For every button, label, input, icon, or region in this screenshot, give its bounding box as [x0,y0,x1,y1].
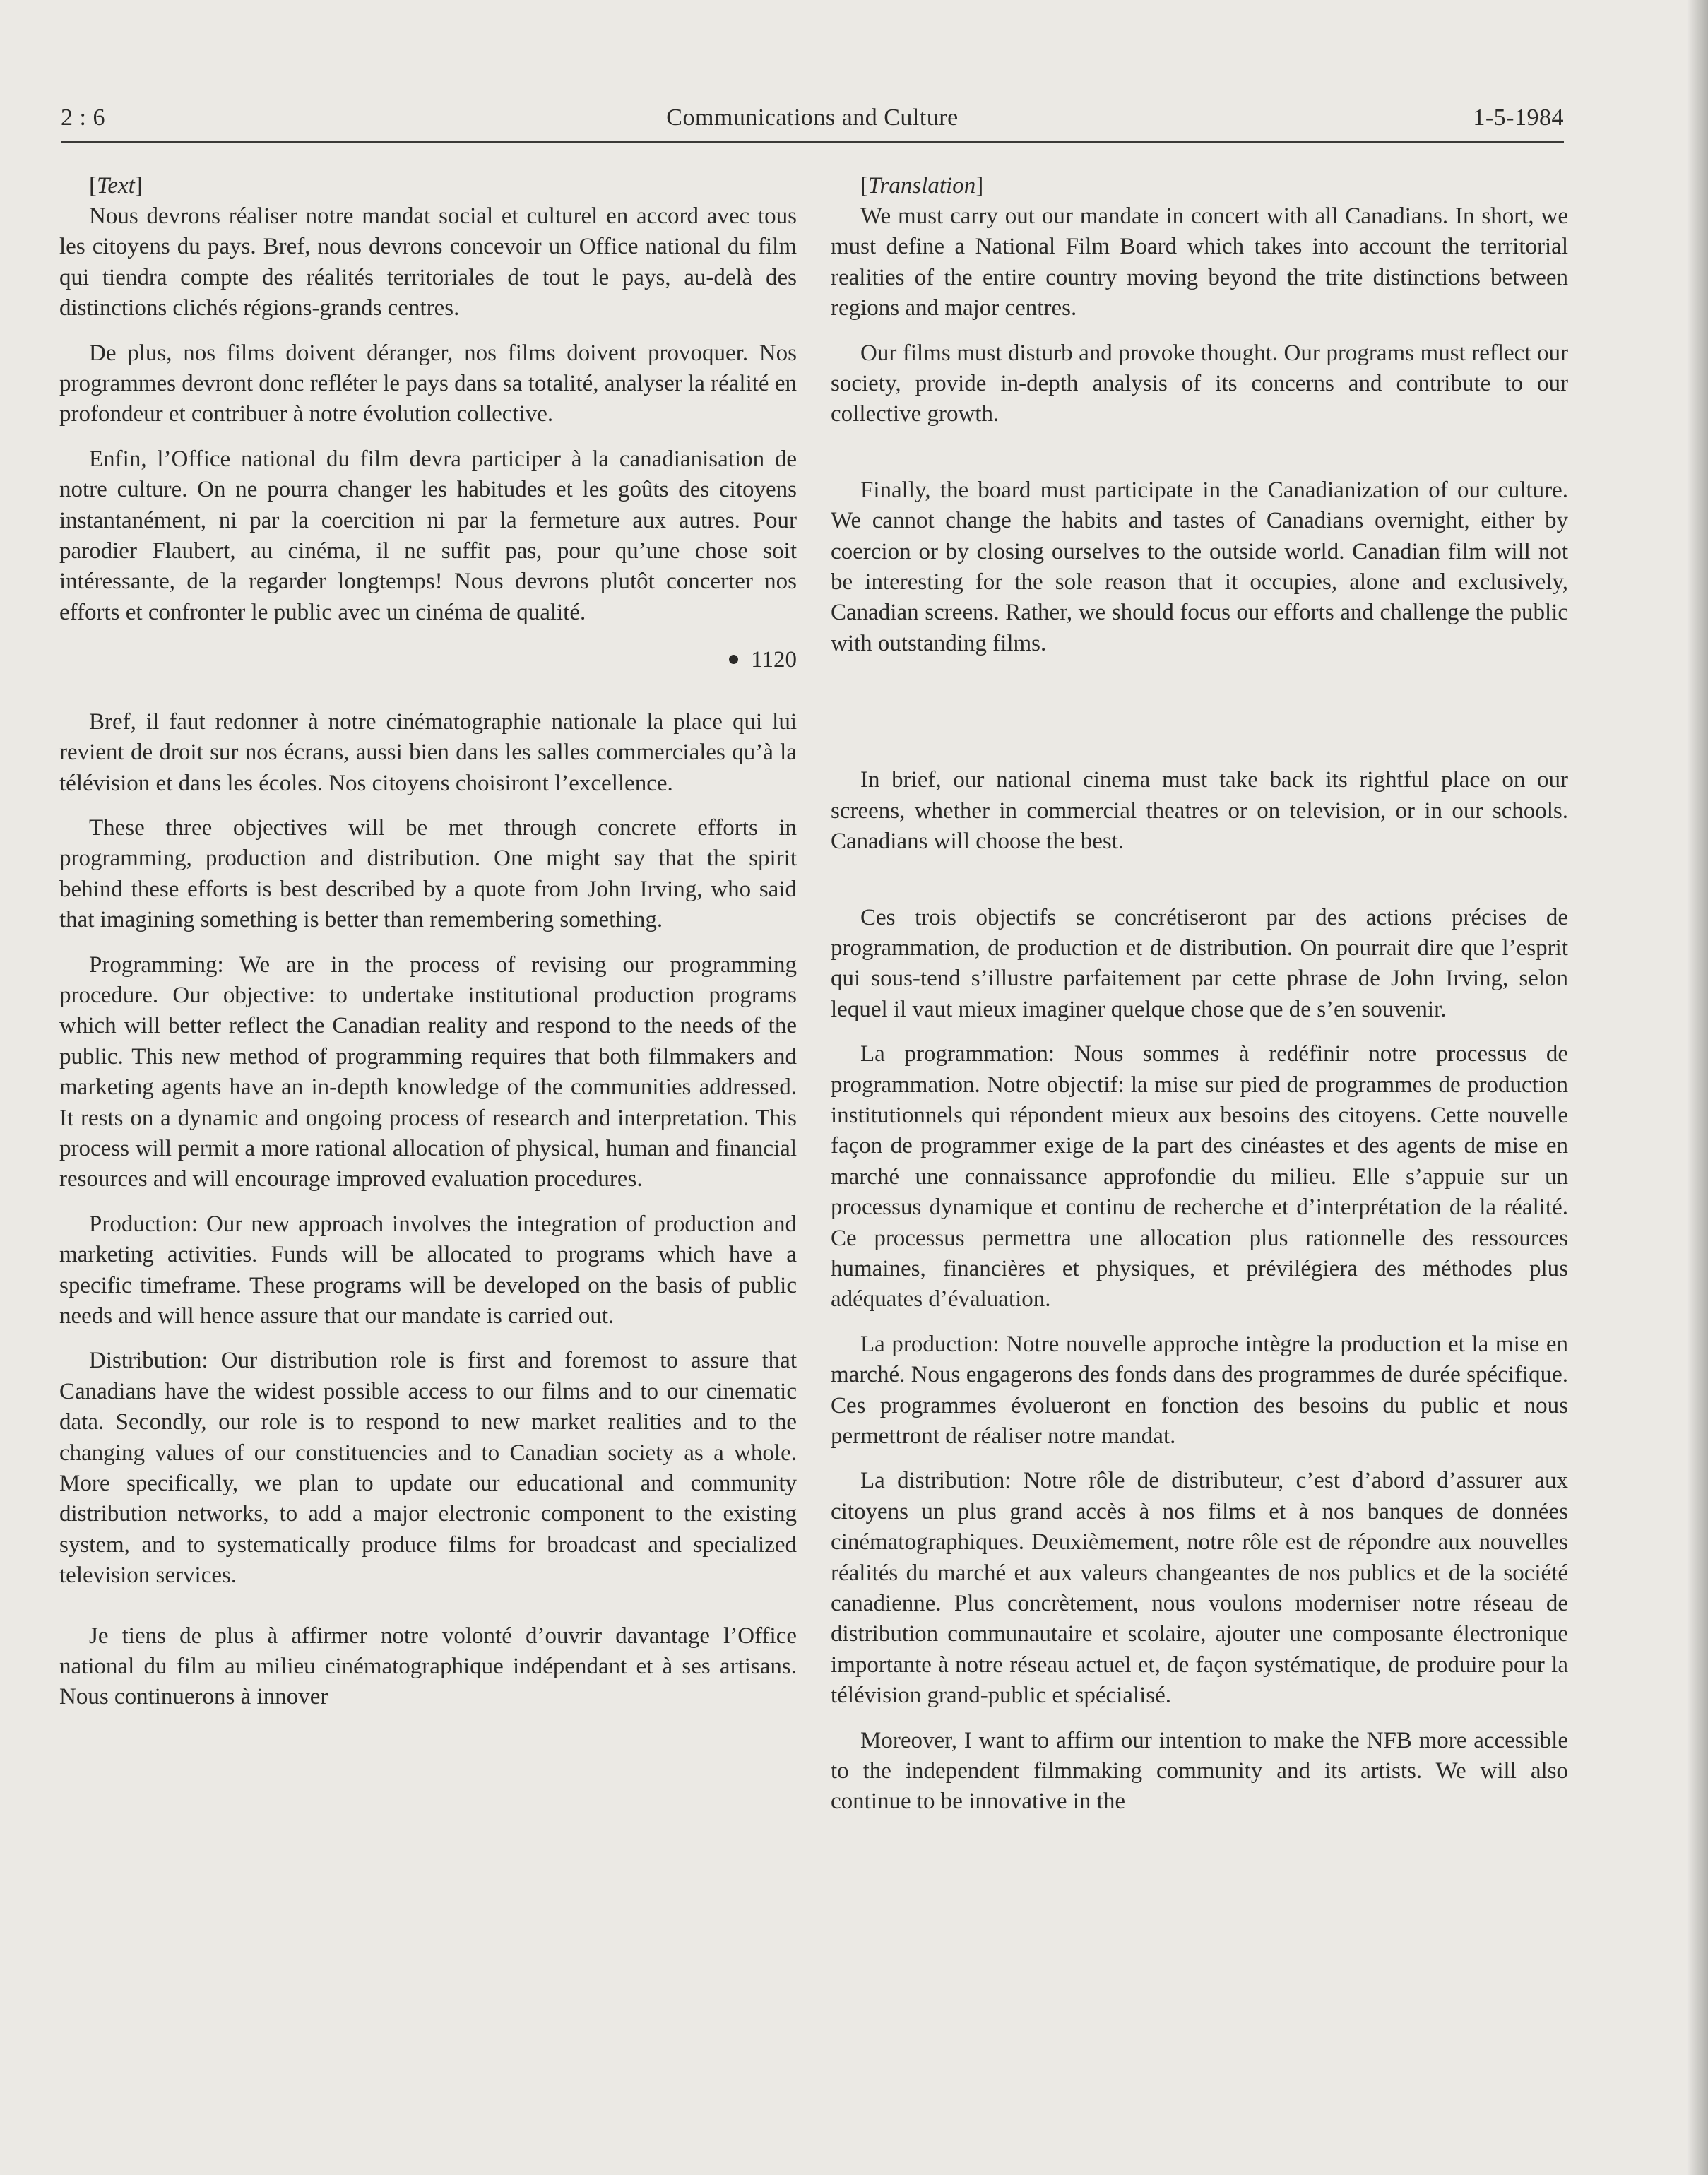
time-marker-value: 1120 [751,647,797,673]
paragraph: Bref, il faut redonner à notre cinématographie nationale la place qui lui revient de droit sur nos écrans, aussi bien dans les salles commerciales qu’à la télévision et dans les écoles. Nos citoyens choisiront l’excellence. [59,709,797,796]
column-label: [Translation] [860,173,984,198]
paragraph: La programmation: Nous sommes à redéfinir notre processus de programmation. Notre objectif: la mise sur pied de programmes de production institutionnels qui répondent mieux aux besoins des citoyens. Cette nouvelle façon de programmer exige de la part des cinéastes et des agents de mise en marché une connaissance approfondie du milieu. Elle s’appuie sur un processus dynamique et continu de recherche et d’interprétation de la réalité. Ce processus permettra une allocation plus rationnelle des ressources humaines, financières et physiques, et prévilégiera des méthodes plus adéquates d’évaluation. [831,1041,1568,1312]
page-reference: 2 : 6 [61,105,105,131]
paragraph: Nous devrons réaliser notre mandat social et culturel en accord avec tous les citoyens du pays. Bref, nous devrons concevoir un Office national du film qui tiendra compte des réalités territoriales de tout le pays, au-delà des distinctions clichés régions-grands centres. [59,203,797,321]
paragraph: Enfin, l’Office national du film devra participer à la canadianisation de notre culture. On ne pourra changer les habitudes et les goûts des citoyens instantanément, ni par la coercition ni par la fermeture aux autres. Pour parodier Flaubert, au cinéma, il ne suffit pas, pour qu’une chose soit intéressante, de la regarder longtemps! Nous devrons plutôt concerter nos efforts et confronter le public avec un cinéma de qualité. [59,446,797,625]
paragraph: Our films must disturb and provoke thought. Our programs must reflect our society, provide in-depth analysis of its concerns and contribute to our collective growth. [831,340,1568,427]
spacer [59,1606,797,1621]
running-header [61,105,1564,140]
paragraph: Ces trois objectifs se concrétiseront par des actions précises de programmation, de production et de distribution. On pourrait dire que l’esprit qui sous-tend s’illustre parfaitement par cette phrase de John Irving, selon lequel il vaut mieux imaginer quelque chose que de s’en souvenir. [831,904,1568,1022]
paragraph: Je tiens de plus à affirmer notre volonté d’ouvrir davantage l’Office national du film au milieu cinématographique indépendant et à ses artisans. Nous continuerons à innover [59,1623,797,1710]
paragraph: Programming: We are in the process of revising our programming procedure. Our objective: to undertake institutional production programs which will better reflect the Canadian reality and respond to the needs of the public. This new method of programming requires that both filmmakers and marketing agents have an in-depth knowledge of the communities addressed. It rests on a dynamic and ongoing process of research and interpretation. This process will permit a more rational allocation of physical, human and financial resources and will encourage improved evaluation procedures. [59,952,797,1192]
paragraph: Production: Our new approach involves the integration of production and marketing activities. Funds will be allocated to programs which have a specific timeframe. These programs will be developed on the basis of public needs and will hence assure that our mandate is carried out. [59,1211,797,1329]
spacer [831,872,1568,903]
page-edge-shadow [1687,0,1708,2175]
time-marker [59,645,797,675]
bullet-icon [729,655,738,664]
paragraph: Distribution: Our distribution role is first and foremost to assure that Canadians have the widest possible access to our films and to our cinematic data. Secondly, our role is to respond to new market realities and to the changing values of our constituencies and to Canadian society as a whole. More specifically, we plan to update our educational and community distribution networks, to add a major electronic component to the existing system, and to systematically produce films for broadcast and specialized television services. [59,1348,797,1589]
spacer [831,673,1568,765]
paragraph: We must carry out our mandate in concert with all Canadians. In short, we must define a National Film Board which takes into account the territorial realities of the entire country moving beyond the trite distinctions between regions and major centres. [831,203,1568,321]
paragraph: Moreover, I want to affirm our intention to make the NFB more accessible to the independent filmmaking community and its artists. We will also continue to be innovative in the [831,1727,1568,1815]
right-column [831,171,1568,1832]
header-rule [61,141,1564,143]
publication-title: Communications and Culture [666,105,959,131]
column-label: [Text] [89,173,143,198]
spacer [831,444,1568,475]
paragraph: De plus, nos films doivent déranger, nos films doivent provoquer. Nos programmes devront donc refléter le pays dans sa totalité, analyser la réalité en profondeur et contribuer à notre évolution collective. [59,340,797,427]
paragraph: Finally, the board must participate in the Canadianization of our culture. We cannot change the habits and tastes of Canadians overnight, either by coercion or by closing ourselves to the outside world. Canadian film will not be interesting for the sole reason that it occupies, alone and exclusively, Canadian screens. Rather, we should focus our efforts and challenge the public with outstanding films. [831,477,1568,656]
issue-date: 1-5-1984 [1473,105,1564,131]
paragraph: La production: Notre nouvelle approche intègre la production et la mise en marché. Nous engagerons des fonds dans des programmes de durée spécifique. Ces programmes évolueront en fonction des besoins du public et nous permettront de réaliser notre mandat. [831,1331,1568,1449]
paragraph: In brief, our national cinema must take back its rightful place on our screens, whether in commercial theatres or on television, or in our schools. Canadians will choose the best. [831,767,1568,855]
paragraph: These three objectives will be met through concrete efforts in programming, production and distribution. One might say that the spirit behind these efforts is best described by a quote from John Irving, who said that imagining something is better than remembering something. [59,814,797,933]
paragraph: La distribution: Notre rôle de distributeur, c’est d’abord d’assurer aux citoyens un plus grand accès à nos films et à nos banques de données cinématographiques. Deuxièmement, notre rôle est de répondre aux nouvelles réalités du marché et aux valeurs changeantes de nos publics et de la société canadienne. Plus concrètement, nous voulons moderniser notre réseau de distribution communautaire et scolaire, ajouter une composante électronique importante à notre réseau actuel et, de façon systématique, de produire pour la télévision grand-public et spécialisé. [831,1468,1568,1709]
left-column [59,171,797,1727]
